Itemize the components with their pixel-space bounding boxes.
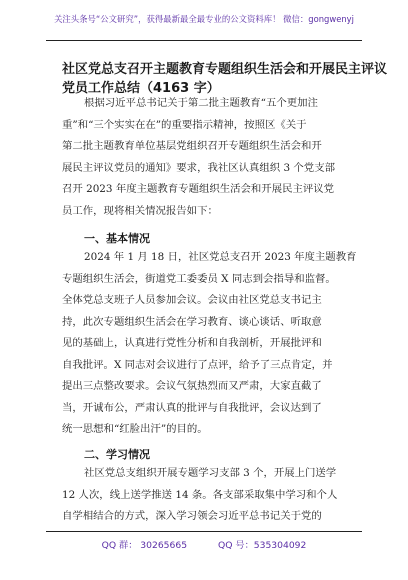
footer-divider bbox=[46, 531, 362, 532]
text-line: 展民主评议党员的通知》要求，我社区认真组织 3 个党支部 bbox=[62, 161, 335, 174]
top-banner: 关注头条号“公文研究”，获得最新最全最专业的公文资料库！ 微信：gongwenyj bbox=[54, 14, 354, 24]
text-line: 统一思想和“红脸出汗”的目的。 bbox=[62, 423, 208, 435]
text-line: 自我批评。X 同志对会议进行了点评，给予了三点肯定，并 bbox=[62, 358, 333, 371]
text-line: 自学相结合的方式，深入学习领会习近平总书记关于党的 bbox=[62, 510, 322, 522]
text-line: 全体党总支班子人员参加会议。会议由社区党总支书记主 bbox=[62, 294, 322, 306]
text-line: 当，开诚布公，严肃认真的批评与自我批评，会议达到了 bbox=[62, 401, 322, 414]
text-line: 12 人次，线上送学推送 14 条。各支部采取集中学习和个人 bbox=[62, 488, 338, 501]
section-heading-basic: 一、基本情况 bbox=[84, 232, 150, 245]
header-divider bbox=[46, 40, 362, 41]
section1-paragraph bbox=[62, 247, 362, 441]
text-line: 持，此次专题组织生活会在学习教育、谈心谈话、听取意 bbox=[62, 315, 322, 328]
text-line: 见的基础上，认真进行党性分析和自我剖析，开展批评和 bbox=[62, 337, 322, 349]
text-line: 2024 年 1 月 18 日，社区党总支召开 2023 年度主题教育 bbox=[84, 251, 357, 263]
text-line: 根据习近平总书记关于第二批主题教育“五个更加注 bbox=[84, 97, 318, 109]
footer-qq-group: QQ 群： 30265665 bbox=[101, 540, 188, 551]
footer-qq: QQ 号：535304092 bbox=[218, 540, 307, 551]
text-line: 重”和“三个实实在在”的重要指示精神，按照区《关于 bbox=[62, 118, 307, 131]
document-title-line: 党员工作总结（4163 字） bbox=[62, 81, 220, 96]
section-heading-study: 二、学习情况 bbox=[84, 448, 150, 461]
footer bbox=[0, 537, 408, 551]
text-line: 召开 2023 年度主题教育专题组织生活会和开展民主评议党 bbox=[62, 183, 335, 195]
text-line: 提出三点整改要求。会议气氛热烈而又严肃，大家直截了 bbox=[62, 380, 322, 392]
text-line: 专题组织生活会，街道党工委委员 X 同志到会指导和监督。 bbox=[62, 272, 336, 285]
text-line: 第二批主题教育单位基层党组织召开专题组织生活会和开 bbox=[62, 140, 322, 152]
text-line: 员工作，现将相关情况报告如下： bbox=[62, 204, 218, 217]
section2-paragraph bbox=[62, 463, 362, 528]
document-title-line: 社区党总支召开主题教育专题组织生活会和开展民主评议 bbox=[62, 62, 388, 77]
intro-paragraph bbox=[62, 93, 362, 222]
text-line: 社区党总支组织开展专题学习支部 3 个，开展上门送学 bbox=[84, 467, 337, 479]
